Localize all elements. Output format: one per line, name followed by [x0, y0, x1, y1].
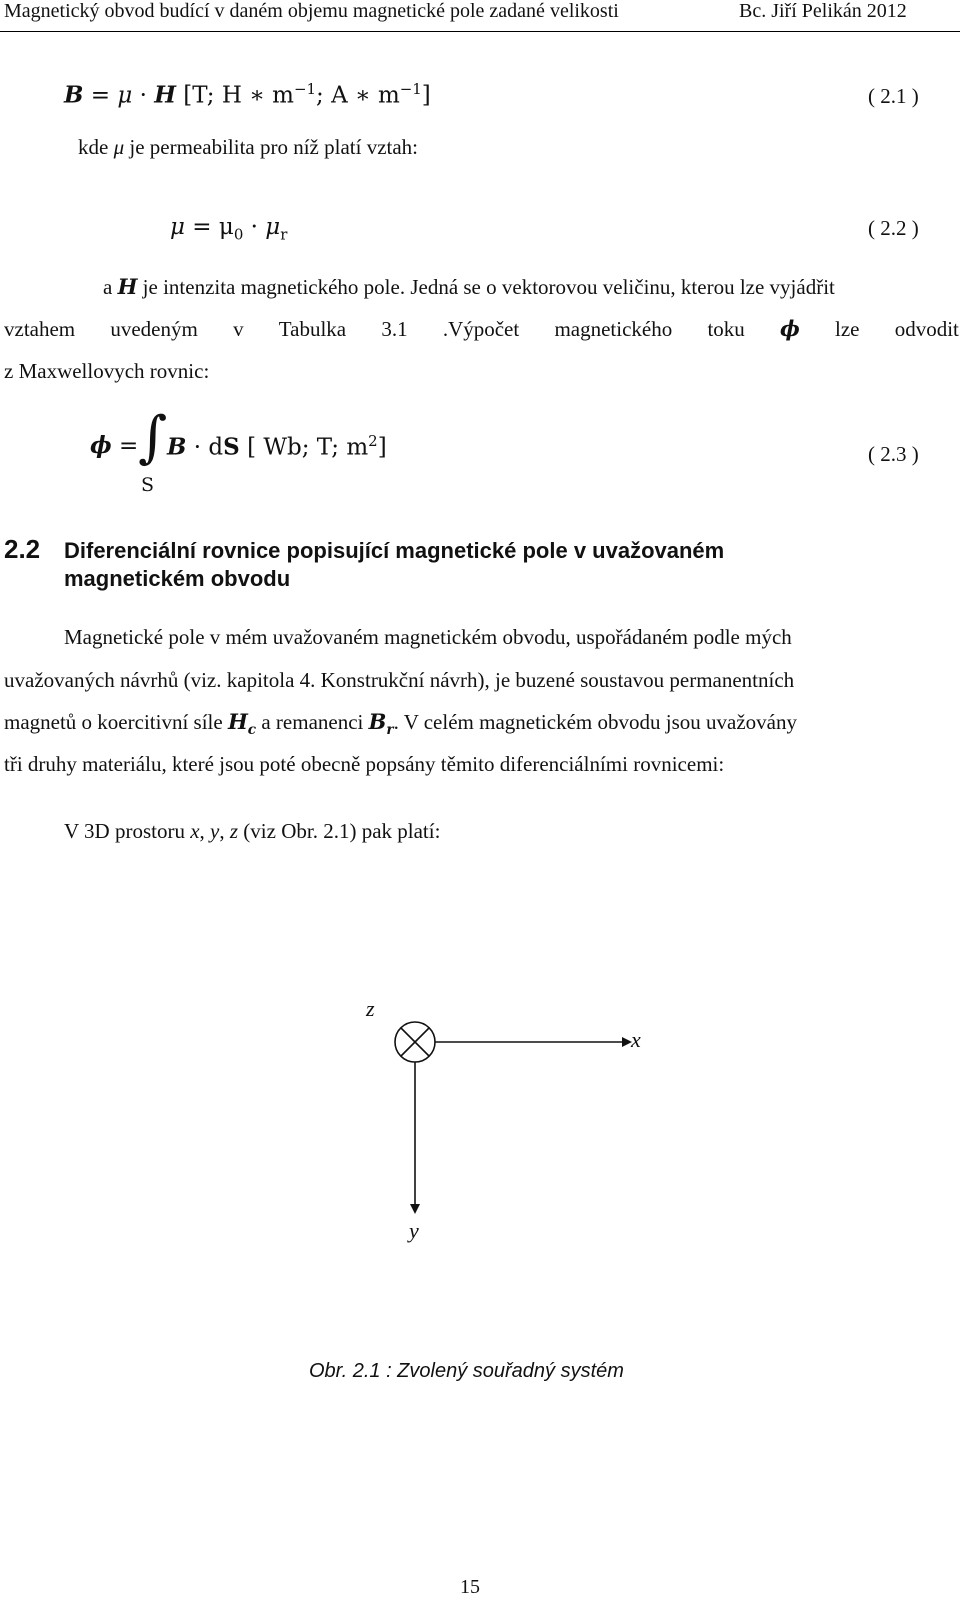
equation-2-3-lhs: ϕ =: [90, 432, 139, 459]
equation-2-1: B = μ · H [T; H ∗ $m^{-1}$; A ∗ $m^{-1}$]: [64, 80, 431, 109]
para2-line2: uvažovaných návrhů (viz. kapitola 4. Konstrukční návrh), je buzené soustavou permanentních: [4, 668, 795, 692]
page-number: 15: [460, 1576, 480, 1598]
para2-line4: tři druhy materiálu, které jsou poté obecně popsány těmito diferenciálními rovnicemi:: [4, 752, 725, 776]
para2-line3: magnetů o koercitivní síle $H_c$ a remanenci $B_r$. V celém magnetickém obvodu jsou uvažovány: [4, 709, 797, 739]
z-axis-into-page-icon: [395, 1022, 435, 1062]
section-title-line2: magnetickém obvodu: [64, 566, 291, 591]
coordinate-system-figure: [340, 990, 670, 1250]
equation-2-2: $\mu = \mu_0 \cdot \mu_r$: [170, 214, 288, 244]
equation-number-2-3: ( 2.3 ): [868, 442, 919, 466]
para1-line2: vztahem uvedeným v Tabulka 3.1 .Výpočet magnetického toku ϕ lze odvodit: [4, 316, 959, 341]
integral-sign: ∫: [138, 405, 168, 470]
para1-line1: a H je intenzita magnetického pole. Jedná se o vektorovou veličinu, kterou lze vyjádřit: [103, 274, 835, 299]
running-header-author: Bc. Jiří Pelikán 2012: [739, 0, 907, 22]
header-rule: [0, 31, 960, 32]
para3-line: V 3D prostoru x, y, z (viz Obr. 2.1) pak platí:: [64, 819, 441, 843]
axis-label-z: z: [366, 996, 375, 1021]
section-number: 2.2: [4, 534, 41, 564]
axis-label-y: y: [409, 1218, 419, 1243]
para1-line3: z Maxwellovych rovnic:: [4, 359, 210, 383]
axis-label-x: x: [631, 1027, 641, 1052]
section-title-line1: Diferenciální rovnice popisující magnetické pole v uvažovaném: [64, 538, 725, 563]
equation-number-2-2: ( 2.2 ): [868, 216, 919, 240]
equation-2-3-rhs: B · dS [ Wb; T; $m^2$]: [167, 432, 387, 461]
equation-number-2-1: ( 2.1 ): [868, 84, 919, 108]
integral-lower-limit: S: [141, 474, 155, 496]
figure-caption: Obr. 2.1 : Zvolený souřadný systém: [309, 1360, 624, 1382]
text-permeability-intro: kde μ je permeabilita pro níž platí vztah:: [78, 135, 419, 159]
running-header-title: Magnetický obvod budící v daném objemu magnetické pole zadané velikosti: [4, 0, 619, 22]
para2-line1: Magnetické pole v mém uvažovaném magnetickém obvodu, uspořádaném podle mých: [64, 625, 792, 649]
